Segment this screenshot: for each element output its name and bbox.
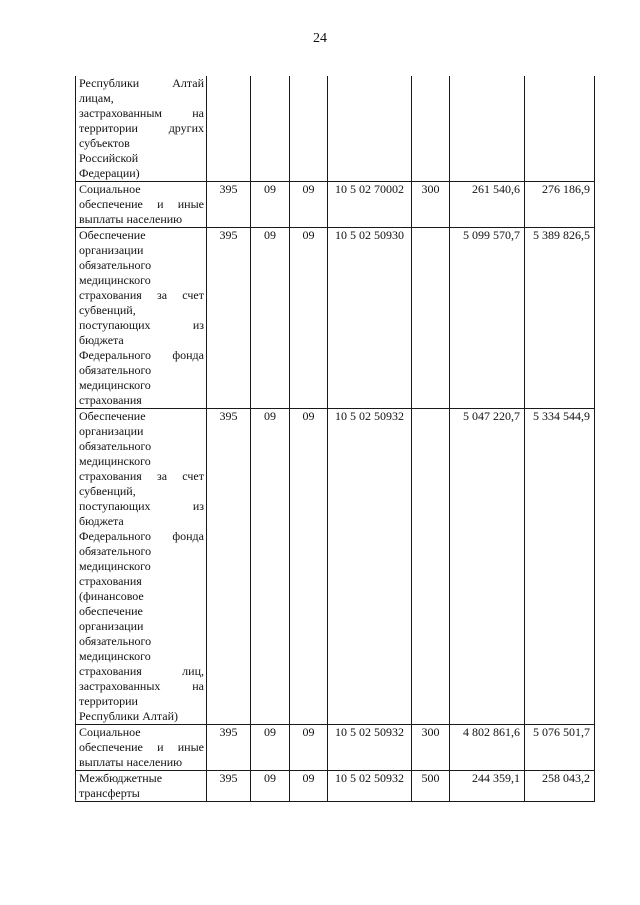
cell-sum-year2: 5 334 544,9 [525, 409, 595, 725]
cell-subsection: 09 [290, 409, 328, 725]
name-lines [79, 182, 204, 227]
name-line: организации [79, 243, 144, 257]
name-line: обязательного [79, 258, 152, 272]
name-line: обязательного [79, 544, 152, 558]
cell-section: 09 [251, 182, 290, 228]
name-lines [79, 725, 204, 770]
cell-sum-year1: 261 540,6 [450, 182, 525, 228]
name-line: территории других [79, 121, 204, 135]
name-line: страхования [79, 574, 142, 588]
cell-ministry [207, 76, 251, 182]
cell-subsection: 09 [290, 182, 328, 228]
cell-sum-year2: 5 076 501,7 [525, 725, 595, 771]
name-line: Российской [79, 151, 139, 165]
name-line: Социальное [79, 725, 141, 739]
cell-subsection: 09 [290, 725, 328, 771]
cell-ministry: 395 [207, 725, 251, 771]
cell-sum-year2: 276 186,9 [525, 182, 595, 228]
cell-section [251, 76, 290, 182]
name-line: Социальное [79, 182, 141, 196]
cell-name [76, 182, 207, 228]
name-lines [79, 771, 204, 801]
name-line: Федерального фонда [79, 348, 204, 362]
name-line: (финансовое [79, 589, 144, 603]
name-line: обеспечение и иные [79, 740, 204, 754]
cell-sum-year2: 258 043,2 [525, 771, 595, 802]
name-line: территории [79, 694, 138, 708]
cell-name [76, 76, 207, 182]
table-row [76, 771, 595, 802]
cell-sum-year1: 5 099 570,7 [450, 228, 525, 409]
name-line: Обеспечение [79, 228, 146, 242]
name-line: страхования за счет [79, 469, 204, 483]
name-line: страхования [79, 393, 142, 407]
name-line: поступающих из [79, 318, 204, 332]
cell-ministry: 395 [207, 182, 251, 228]
name-line: организации [79, 424, 144, 438]
cell-section: 09 [251, 771, 290, 802]
name-line: бюджета [79, 514, 124, 528]
cell-name [76, 409, 207, 725]
name-line: Республики Алтай) [79, 709, 178, 723]
cell-subsection: 09 [290, 228, 328, 409]
cell-expense-type: 500 [412, 771, 450, 802]
cell-sum-year1: 244 359,1 [450, 771, 525, 802]
name-lines [79, 409, 204, 724]
cell-target: 10 5 02 50932 [328, 725, 412, 771]
name-line: организации [79, 619, 144, 633]
name-line: обязательного [79, 439, 152, 453]
cell-ministry: 395 [207, 771, 251, 802]
name-line: субвенций, [79, 484, 136, 498]
name-line: страхования за счет [79, 288, 204, 302]
name-line: медицинского [79, 454, 151, 468]
name-line: Обеспечение [79, 409, 146, 423]
table-row [76, 725, 595, 771]
cell-target: 10 5 02 50932 [328, 771, 412, 802]
name-line: обязательного [79, 363, 152, 377]
name-lines [79, 228, 204, 408]
cell-subsection: 09 [290, 771, 328, 802]
name-line: лицам, [79, 91, 114, 105]
name-line: медицинского [79, 378, 151, 392]
name-line: обеспечение [79, 604, 143, 618]
cell-name [76, 228, 207, 409]
cell-name [76, 725, 207, 771]
name-line: застрахованных на [79, 679, 204, 693]
name-line: поступающих из [79, 499, 204, 513]
name-line: медицинского [79, 273, 151, 287]
cell-sum-year2: 5 389 826,5 [525, 228, 595, 409]
table-row [76, 182, 595, 228]
name-line: медицинского [79, 649, 151, 663]
cell-ministry: 395 [207, 228, 251, 409]
table-body [76, 76, 595, 802]
cell-sum-year1 [450, 76, 525, 182]
name-line: трансферты [79, 786, 140, 800]
name-lines [79, 76, 204, 181]
name-line: Межбюджетные [79, 771, 163, 785]
name-line: обеспечение и иные [79, 197, 204, 211]
cell-expense-type: 300 [412, 725, 450, 771]
cell-ministry: 395 [207, 409, 251, 725]
cell-section: 09 [251, 228, 290, 409]
budget-table [75, 76, 595, 802]
cell-sum-year2 [525, 76, 595, 182]
page-number: 24 [313, 31, 327, 46]
cell-expense-type [412, 409, 450, 725]
cell-expense-type: 300 [412, 182, 450, 228]
cell-target [328, 76, 412, 182]
cell-target: 10 5 02 70002 [328, 182, 412, 228]
cell-name [76, 771, 207, 802]
name-line: субъектов [79, 136, 130, 150]
cell-subsection [290, 76, 328, 182]
cell-sum-year1: 4 802 861,6 [450, 725, 525, 771]
name-line: застрахованным на [79, 106, 204, 120]
name-line: Федерации) [79, 166, 140, 180]
table-row [76, 228, 595, 409]
table-row [76, 409, 595, 725]
name-line: выплаты населению [79, 755, 183, 769]
name-line: выплаты населению [79, 212, 183, 226]
cell-section: 09 [251, 725, 290, 771]
cell-expense-type [412, 76, 450, 182]
name-line: медицинского [79, 559, 151, 573]
table-row [76, 76, 595, 182]
name-line: страхования лиц, [79, 664, 204, 678]
name-line: Федерального фонда [79, 529, 204, 543]
name-line: обязательного [79, 634, 152, 648]
name-line: бюджета [79, 333, 124, 347]
cell-expense-type [412, 228, 450, 409]
name-line: субвенций, [79, 303, 136, 317]
cell-target: 10 5 02 50932 [328, 409, 412, 725]
cell-sum-year1: 5 047 220,7 [450, 409, 525, 725]
cell-target: 10 5 02 50930 [328, 228, 412, 409]
name-line: Республики Алтай [79, 76, 204, 90]
cell-section: 09 [251, 409, 290, 725]
